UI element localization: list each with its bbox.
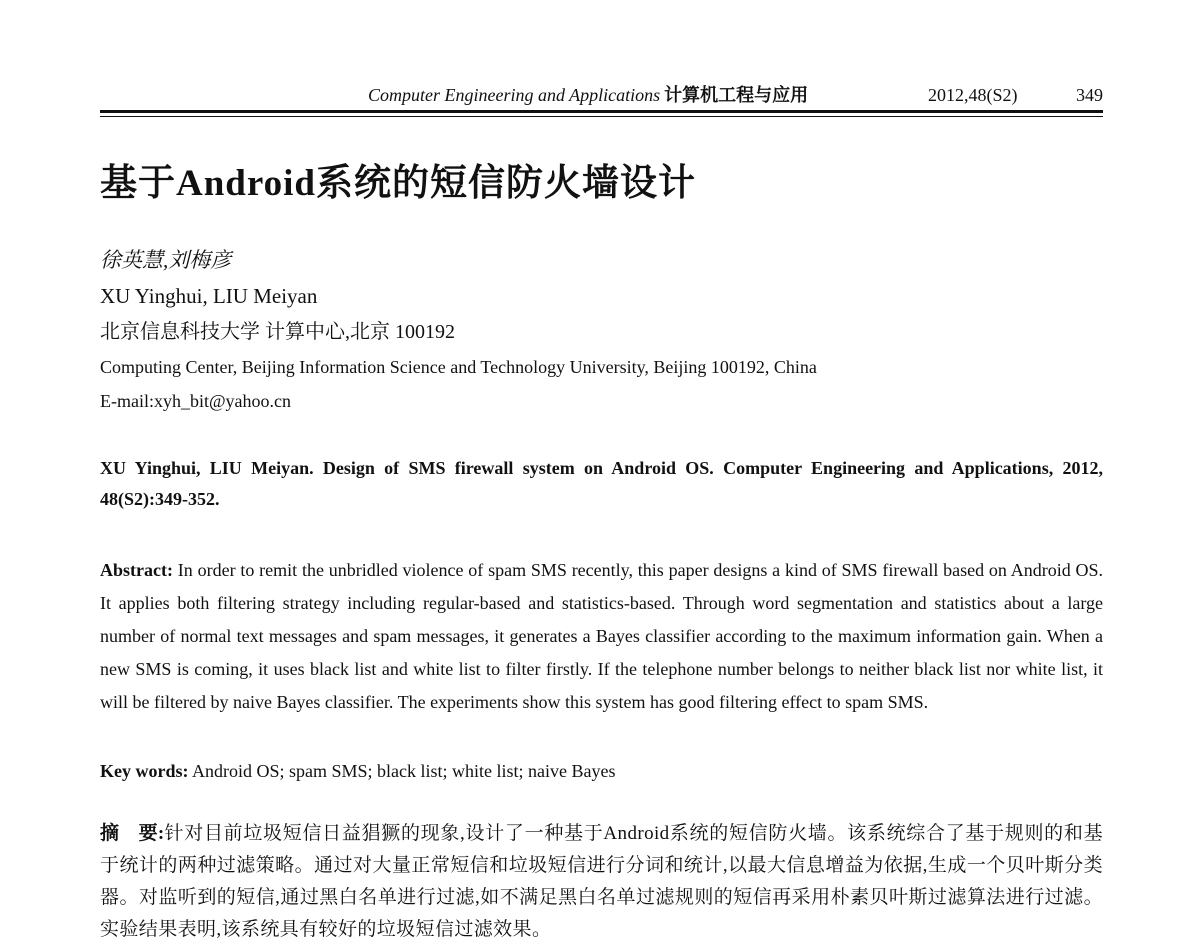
authors-en: XU Yinghui, LIU Meiyan	[100, 284, 318, 308]
journal-name	[368, 84, 808, 106]
abstract-cn-label: 摘 要:	[100, 823, 165, 844]
running-header	[100, 84, 1103, 106]
paper-title: 基于Android系统的短信防火墙设计	[100, 163, 696, 204]
abstract-cn	[100, 818, 1103, 946]
abstract-cn-text: 针对目前垃圾短信日益猖獗的现象,设计了一种基于Android系统的短信防火墙。该系统综合了基于规则的和基于统计的两种过滤策略。通过对大量正常短信和垃圾短信进行分词和统计,以最大信息增益为依据,生成一个贝叶斯分类器。对监听到的短信,通过黑白名单进行过滤,如不满足黑白名单过滤规则的短信再采用朴素贝叶斯过滤算法进行过滤。实验结果表明,该系统具有较好的垃圾短信过滤效果。	[100, 823, 1103, 940]
keywords-label: Key words:	[100, 761, 189, 781]
header-rule-thin	[100, 116, 1103, 117]
abstract-en-text: In order to remit the unbridled violence of spam SMS recently, this paper designs a kind of SMS firewall based on Android OS. It applies both filtering strategy including regular-based and statistics-based. Through word segmentation and statistics about a large number of normal text messages and spam messages, it generates a Bayes classifier according to the maximum information gain. When a new SMS is coming, it uses black list and white list to filter firstly. If the telephone number belongs to neither black list nor white list, it will be filtered by naive Bayes classifier. The experiments show this system has good filtering effect to spam SMS.	[100, 560, 1104, 712]
abstract-en	[100, 554, 1103, 719]
page-number: 349	[1076, 85, 1103, 105]
volume-issue: 2012,48(S2)	[928, 85, 1018, 105]
journal-name-cn: 计算机工程与应用	[664, 85, 809, 105]
affiliation-en: Computing Center, Beijing Information Science and Technology University, Beijing 100192, China	[100, 357, 817, 377]
abstract-en-label: Abstract:	[100, 560, 173, 580]
journal-name-en: Computer Engineering and Applications	[368, 85, 661, 105]
keywords-text: Android OS; spam SMS; black list; white list; naive Bayes	[192, 761, 616, 781]
header-rule-thick	[100, 110, 1103, 113]
keywords	[100, 756, 1103, 786]
citation: XU Yinghui, LIU Meiyan. Design of SMS firewall system on Android OS. Computer Engineering and Applications, 2012, 48(S2):349-352.	[100, 458, 1103, 509]
author-email[interactable]: E-mail:xyh_bit@yahoo.cn	[100, 391, 292, 411]
authors-cn: 徐英慧,刘梅彦	[100, 248, 232, 272]
affiliation-cn: 北京信息科技大学 计算中心,北京 100192	[100, 321, 455, 343]
